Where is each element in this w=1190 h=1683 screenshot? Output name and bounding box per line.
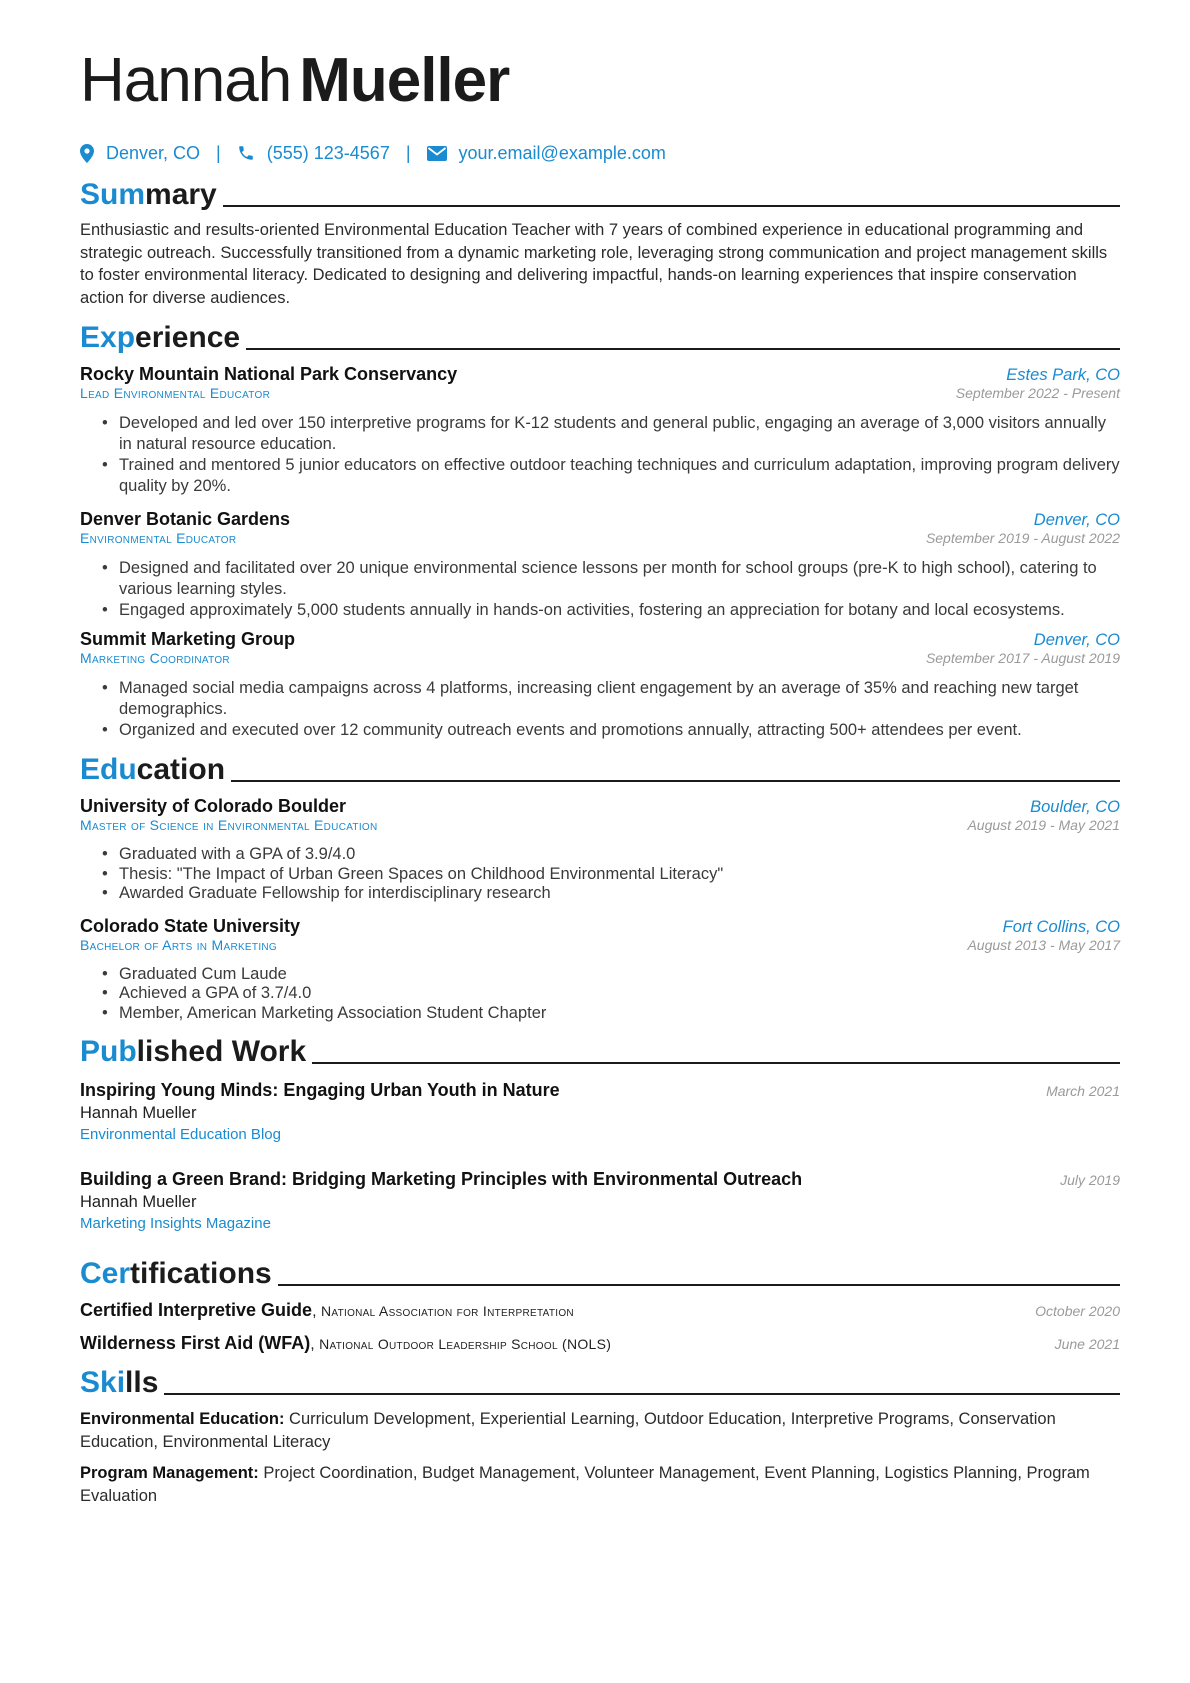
bullet-item: • Thesis: "The Impact of Urban Green Spaces on Childhood Environmental Literacy" <box>102 865 1120 885</box>
certification-entry: Certified Interpretive Guide, National Association for Interpretation October 2020 <box>80 1300 1120 1320</box>
job-title: Lead Environmental Educator <box>80 385 271 401</box>
publication-entry <box>80 1169 1120 1232</box>
publication-title: Inspiring Young Minds: Engaging Urban Youth in Nature <box>80 1080 560 1100</box>
certification-entry: Wilderness First Aid (WFA), National Outdoor Leadership School (NOLS) June 2021 <box>80 1333 1120 1353</box>
contact-line <box>80 140 1120 166</box>
summary-section-heading <box>80 175 1120 211</box>
certification-date: June 2021 <box>1054 1336 1120 1352</box>
bullet-list <box>102 965 1120 1024</box>
bullet-item: • Designed and facilitated over 20 unique environmental science lessons per month for school groups (pre-K to high school), catering to various learning styles. <box>102 558 1120 600</box>
certification-issuer: National Outdoor Leadership School (NOLS) <box>319 1336 612 1352</box>
section-rule <box>246 348 1120 350</box>
last-name: Mueller <box>299 46 510 115</box>
phone-text: (555) 123-4567 <box>266 142 390 163</box>
degree-name: Master of Science in Environmental Education <box>80 817 378 833</box>
publication-date: July 2019 <box>1060 1172 1120 1188</box>
phone-item[interactable] <box>237 143 390 164</box>
publication-author: Hannah Mueller <box>80 1193 197 1211</box>
bullet-item: • Developed and led over 150 interpretive programs for K-12 students and general public, engaging an average of 3,000 visitors annually in natural resource education. <box>102 413 1120 455</box>
degree-name: Bachelor of Arts in Marketing <box>80 936 277 953</box>
entry-dates: August 2013 - May 2017 <box>967 936 1120 953</box>
certification-date: October 2020 <box>1035 1303 1120 1319</box>
entry-dates: September 2017 - August 2019 <box>925 650 1120 666</box>
bullet-item: • Trained and mentored 5 junior educators on effective outdoor teaching techniques and curriculum adaptation, improving program delivery quality by 20%. <box>102 455 1120 497</box>
envelope-icon <box>427 146 447 161</box>
skill-group <box>80 1462 1120 1507</box>
skill-group <box>80 1408 1120 1453</box>
entry-location: Estes Park, CO <box>1006 366 1120 384</box>
experience-section-heading <box>80 318 1120 354</box>
experience-entry <box>80 629 1120 741</box>
bullet-item: • Awarded Graduate Fellowship for interdisciplinary research <box>102 884 1120 904</box>
publication-venue: Environmental Education Blog <box>80 1126 281 1143</box>
bullet-item: • Graduated Cum Laude <box>102 965 1120 985</box>
employer-name: Summit Marketing Group <box>80 629 296 649</box>
section-title: Education <box>80 753 226 786</box>
skill-label: Environmental Education: <box>80 1410 285 1428</box>
experience-entry <box>80 364 1120 497</box>
entry-dates: September 2019 - August 2022 <box>925 530 1120 546</box>
employer-name: Denver Botanic Gardens <box>80 509 291 529</box>
bullet-item: • Member, American Marketing Association Student Chapter <box>102 1004 1120 1024</box>
bullet-item: • Engaged approximately 5,000 students annually in hands-on activities, fostering an appreciation for botany and local ecosystems. <box>102 600 1120 621</box>
publication-date: March 2021 <box>1046 1083 1120 1099</box>
phone-icon <box>237 144 255 162</box>
entry-dates: September 2022 - Present <box>955 385 1120 401</box>
entry-location: Denver, CO <box>1033 631 1120 649</box>
first-name: Hannah <box>80 46 292 115</box>
publication-venue: Marketing Insights Magazine <box>80 1215 271 1232</box>
education-entry <box>80 796 1120 904</box>
location-text: Denver, CO <box>106 142 201 163</box>
certification-name: Wilderness First Aid (WFA) <box>80 1333 311 1353</box>
section-title: Published Work <box>80 1035 307 1068</box>
school-name: Colorado State University <box>80 915 301 936</box>
entry-location: Fort Collins, CO <box>1002 917 1120 936</box>
section-rule <box>164 1393 1120 1395</box>
map-pin-icon <box>80 144 94 163</box>
bullet-list <box>102 845 1120 904</box>
summary-text: Enthusiastic and results-oriented Environmental Education Teacher with 7 years of combined experience in educational programming and strategic outreach. Successfully transitioned from a dynamic marketing role, leveraging strong communication and project management skills to foster environmental literacy. Dedicated to designing and delivering impactful, hands-on learning experiences that inspire conservation action for diverse audiences. <box>80 221 1108 307</box>
education-entry <box>80 916 1120 1024</box>
bullet-list <box>102 678 1120 741</box>
email-item[interactable] <box>427 143 666 164</box>
section-rule <box>231 780 1120 782</box>
publication-entry <box>80 1080 1120 1143</box>
experience-entry <box>80 509 1120 621</box>
candidate-name <box>80 42 1120 120</box>
skill-label: Program Management: <box>80 1464 259 1482</box>
bullet-item: • Organized and executed over 12 community outreach events and promotions annually, attracting 500+ attendees per event. <box>102 720 1120 741</box>
school-name: University of Colorado Boulder <box>80 796 347 816</box>
section-title: Certifications <box>80 1257 272 1290</box>
employer-name: Rocky Mountain National Park Conservancy <box>80 364 458 384</box>
bullet-item: • Graduated with a GPA of 3.9/4.0 <box>102 845 1120 865</box>
published-work-section-heading <box>80 1032 1120 1068</box>
section-rule <box>278 1284 1120 1286</box>
section-title: Summary <box>80 178 217 211</box>
publication-author: Hannah Mueller <box>80 1104 197 1122</box>
publication-title: Building a Green Brand: Bridging Marketing Principles with Environmental Outreach <box>80 1169 803 1189</box>
job-title: Environmental Educator <box>80 530 237 546</box>
bullet-item: • Managed social media campaigns across 4 platforms, increasing client engagement by an average of 35% and reaching new target demographics. <box>102 678 1120 720</box>
email-link[interactable]: your.email@example.com <box>458 142 666 163</box>
location-item <box>80 143 200 164</box>
bullet-list <box>102 558 1120 621</box>
section-rule <box>223 205 1120 207</box>
bullet-list <box>102 413 1120 497</box>
certification-name: Certified Interpretive Guide <box>80 1300 313 1320</box>
education-section-heading <box>80 750 1120 786</box>
skill-values: Project Coordination, Budget Management, Volunteer Management, Event Planning, Logistics Planning, Program Evaluation <box>80 1464 1090 1505</box>
job-title: Marketing Coordinator <box>80 650 230 666</box>
skill-values: Curriculum Development, Experiential Learning, Outdoor Education, Interpretive Programs, Conservation Education, Environmental Literacy <box>80 1410 1056 1451</box>
certifications-section-heading <box>80 1254 1120 1290</box>
section-rule <box>312 1062 1120 1064</box>
section-title: Experience <box>80 321 241 354</box>
contact-separator: | <box>405 142 411 163</box>
section-title: Skills <box>80 1366 159 1399</box>
entry-location: Denver, CO <box>1033 511 1120 529</box>
skills-section-heading <box>80 1363 1120 1399</box>
certification-issuer: National Association for Interpretation <box>320 1303 574 1319</box>
entry-location: Boulder, CO <box>1030 798 1120 816</box>
bullet-item: • Achieved a GPA of 3.7/4.0 <box>102 984 1120 1004</box>
entry-dates: August 2019 - May 2021 <box>967 817 1120 833</box>
contact-separator: | <box>216 142 221 163</box>
